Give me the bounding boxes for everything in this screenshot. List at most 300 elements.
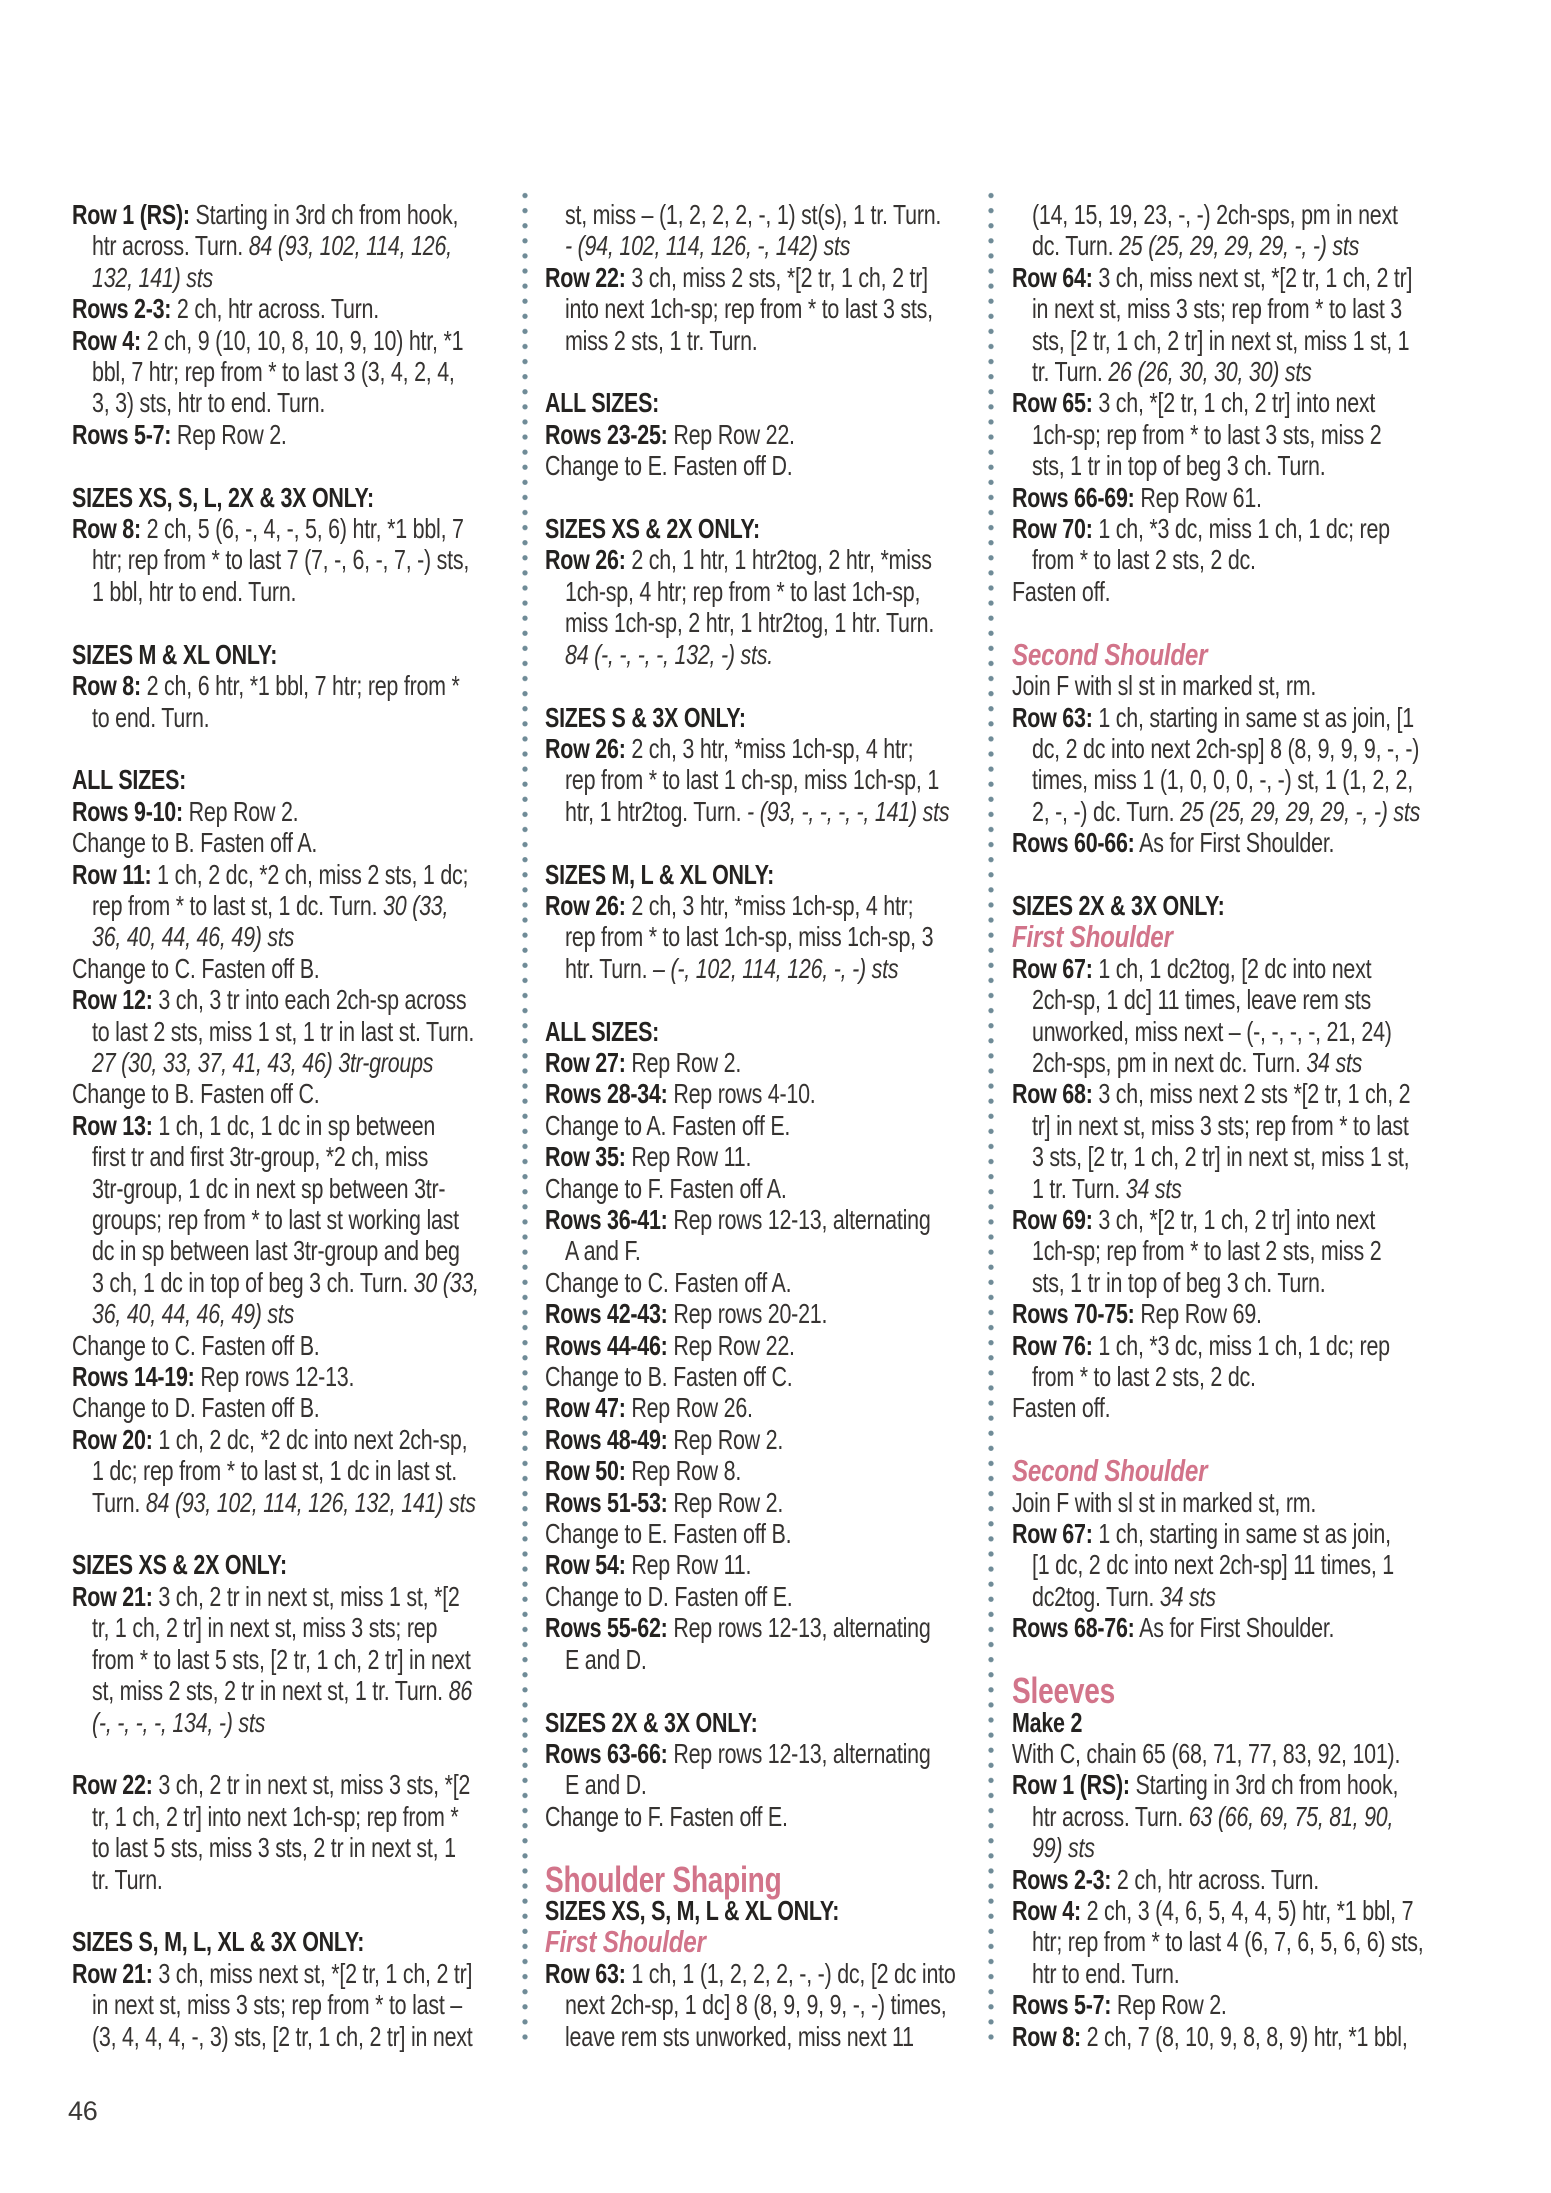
text-run: Rows 66-69: [1012, 481, 1135, 513]
pattern-text-line [72, 1958, 544, 1989]
pattern-text-line [1012, 1612, 1484, 1643]
pattern-text-line [1012, 513, 1484, 544]
text-content [1012, 1895, 1413, 1926]
text-content [92, 1204, 459, 1235]
pattern-text-line [72, 827, 544, 858]
text-run: (-, -, -, -, 134, -) sts [92, 1706, 266, 1738]
text-run: Rep rows 12-13, alternating [667, 1612, 931, 1644]
text-run: Rows 68-76: [1012, 1612, 1135, 1644]
text-run: Rep rows 12-13, alternating [667, 1204, 931, 1235]
text-run: Second Shoulder [1012, 1453, 1208, 1489]
text-content [565, 576, 920, 607]
text-content [545, 1549, 751, 1580]
text-content [72, 827, 317, 858]
text-content [545, 1392, 753, 1423]
text-run: Row 69: [1012, 1204, 1093, 1235]
pattern-text-line [72, 1047, 544, 1078]
text-content [1032, 450, 1325, 481]
text-run: sts, 1 tr in top of beg 3 ch. Turn. [1032, 450, 1326, 482]
pattern-text-line [1012, 953, 1484, 984]
text-run: from * to last 5 sts, [2 tr, 1 ch, 2 tr] in next [92, 1643, 471, 1675]
text-content [72, 984, 466, 1015]
pattern-text-line [545, 1298, 1017, 1329]
size-heading [545, 859, 1017, 890]
pattern-text-line [545, 1989, 1017, 2020]
text-content [92, 1864, 163, 1895]
text-run: 36, 40, 44, 46, 49) sts [92, 921, 295, 953]
pattern-text-line [545, 1078, 1017, 1109]
text-content [72, 1549, 287, 1580]
pattern-text-line [72, 262, 544, 293]
text-run: 26 (26, 30, 30, 30) sts [1108, 356, 1312, 388]
size-heading [72, 1549, 544, 1580]
text-run: 1 ch, 1 dc2tog, [2 dc into next [1092, 952, 1372, 984]
pattern-text-line [1012, 1267, 1484, 1298]
text-run: 1 ch, 2 dc, *2 dc into next 2ch-sp, [152, 1423, 468, 1455]
text-run: SIZES 2X & 3X ONLY: [545, 1706, 758, 1738]
text-run: sts, 1 tr in top of beg 3 ch. Turn. [1032, 1266, 1326, 1298]
text-run: 1 dc; rep from * to last st, 1 dc in last st. [92, 1455, 458, 1487]
text-content [72, 639, 277, 670]
pattern-text-line [545, 1330, 1017, 1361]
pattern-text-line [1012, 1047, 1484, 1078]
size-heading [545, 1895, 1017, 1926]
text-run: 2 ch, htr across. Turn. [171, 293, 379, 325]
text-run: Rows 5-7: [72, 418, 172, 450]
text-run: 2ch-sps, pm in next dc. Turn. [1032, 1046, 1307, 1078]
text-run: leave rem sts unworked, miss next 11 [565, 2020, 914, 2052]
text-content [72, 764, 186, 795]
text-content [1012, 1707, 1082, 1738]
text-content [1032, 1926, 1423, 1957]
pattern-text-line [72, 513, 544, 544]
pattern-text-line [1012, 1895, 1484, 1926]
text-content [1012, 1392, 1110, 1423]
pattern-text-line [545, 890, 1017, 921]
text-run: miss 1ch-sp, 2 htr, 1 htr2tog, 1 htr. Turn. [565, 607, 935, 639]
page-number: 46 [68, 2096, 98, 2126]
text-content [92, 1675, 472, 1706]
text-run: Row 13: [72, 1109, 153, 1141]
bold-text-line [1012, 1707, 1484, 1738]
pattern-text-line [1012, 325, 1484, 356]
pattern-text-line [545, 1141, 1017, 1172]
pattern-text-line [1012, 1298, 1484, 1329]
text-run: Rows 42-43: [545, 1298, 668, 1330]
text-run: 84 (-, -, -, -, 132, -) sts. [565, 638, 773, 670]
text-run: Change to F. Fasten off E. [545, 1800, 788, 1832]
text-run: 1 ch, 2 dc, *2 ch, miss 2 sts, 1 dc; [151, 858, 469, 890]
pattern-text-line [1012, 1989, 1484, 2020]
pattern-text-line [1012, 1518, 1484, 1549]
text-run: htr; rep from * to last 7 (7, -, 6, -, 7, -) sts, [92, 544, 470, 576]
text-content [1012, 1298, 1262, 1329]
text-content [72, 1110, 435, 1141]
text-run: 2 ch, 6 htr, *1 bbl, 7 htr; rep from * [140, 670, 460, 702]
text-content [1012, 1738, 1400, 1769]
pattern-text-line [545, 1769, 1017, 1800]
text-content [92, 1047, 433, 1078]
pattern-text-line [72, 1235, 544, 1266]
text-run: Change to C. Fasten off B. [72, 1329, 320, 1361]
text-content [565, 2021, 914, 2052]
text-content [545, 1455, 741, 1486]
text-run: ALL SIZES: [72, 764, 187, 796]
text-run: SIZES S, M, L, XL & 3X ONLY: [72, 1926, 365, 1958]
text-content [72, 953, 320, 984]
text-run: Row 26: [545, 544, 626, 576]
pattern-text-line [545, 796, 1017, 827]
text-content [1032, 1361, 1256, 1392]
text-content [545, 890, 913, 921]
pattern-text-line [72, 1864, 544, 1895]
pattern-text-line [1012, 1487, 1484, 1518]
line-spacer [545, 482, 1017, 513]
text-run: Row 27: [545, 1046, 626, 1078]
text-run: rep from * to last st, 1 dc. Turn. [92, 889, 384, 921]
text-content [1012, 1078, 1410, 1109]
text-run: As for First Shoulder. [1134, 1612, 1335, 1644]
text-run: Row 8: [72, 670, 141, 702]
text-content [1032, 230, 1359, 261]
subsection-heading [1012, 636, 1484, 672]
text-run: Rep Row 8. [625, 1455, 742, 1487]
pattern-text-line [72, 1612, 544, 1643]
pattern-text-line [545, 764, 1017, 795]
pattern-text-line [1012, 262, 1484, 293]
text-content [545, 1612, 931, 1643]
text-content [1032, 1173, 1182, 1204]
line-spacer [1012, 1424, 1484, 1455]
text-run: Row 67: [1012, 1518, 1093, 1550]
text-content [545, 544, 932, 575]
text-run: Row 26: [545, 732, 626, 764]
pattern-text-line [72, 1267, 544, 1298]
text-run: 2 ch, 3 htr, *miss 1ch-sp, 4 htr; [625, 889, 914, 921]
pattern-text-line [545, 1801, 1017, 1832]
text-content [1032, 1141, 1409, 1172]
pattern-text-line [72, 576, 544, 607]
text-run: Join F with sl st in marked st, rm. [1012, 1486, 1317, 1518]
text-content [92, 1455, 457, 1486]
text-run: (3, 4, 4, 4, -, 3) sts, [2 tr, 1 ch, 2 tr] in next [92, 2020, 473, 2052]
text-content [1012, 262, 1412, 293]
text-run: 3 ch, 3 tr into each 2ch-sp across [152, 984, 467, 1016]
text-content [72, 513, 464, 544]
line-spacer [1012, 607, 1484, 638]
pattern-column-3 [1012, 199, 1484, 2052]
pattern-text-line [545, 230, 1017, 261]
pattern-text-line [72, 1361, 544, 1392]
text-content [1012, 576, 1110, 607]
text-content [92, 1644, 471, 1675]
pattern-text-line [1012, 702, 1484, 733]
text-run: Rows 51-53: [545, 1486, 668, 1518]
text-run: Rep Row 2. [667, 1486, 784, 1518]
text-run: First Shoulder [1012, 919, 1173, 955]
text-content [1012, 1453, 1208, 1489]
text-content [545, 1361, 793, 1392]
text-content [545, 733, 913, 764]
pattern-text-line [545, 1487, 1017, 1518]
text-run: from * to last 2 sts, 2 dc. [1032, 1361, 1256, 1393]
text-content [545, 1110, 790, 1141]
text-content [1032, 984, 1371, 1015]
text-run: Rows 23-25: [545, 418, 668, 450]
pattern-text-line [1012, 230, 1484, 261]
text-content [1012, 513, 1390, 544]
pattern-text-line [545, 953, 1017, 984]
text-run: first tr and first 3tr-group, *2 ch, miss [92, 1141, 429, 1173]
text-run: 2ch-sp, 1 dc] 11 times, leave rem sts [1032, 984, 1372, 1016]
text-content [1032, 1016, 1392, 1047]
pattern-text-line [72, 1141, 544, 1172]
text-content [92, 544, 469, 575]
text-run: 3 ch, 2 tr in next st, miss 3 sts, *[2 [152, 1769, 471, 1801]
pattern-text-line [1012, 293, 1484, 324]
text-run: Row 21: [72, 1957, 153, 1989]
pattern-text-line [1012, 984, 1484, 1015]
text-content [72, 1424, 467, 1455]
text-run: Join F with sl st in marked st, rm. [1012, 670, 1317, 702]
pattern-text-line [1012, 1801, 1484, 1832]
text-run: 2 ch, 3 htr, *miss 1ch-sp, 4 htr; [625, 732, 914, 764]
pattern-text-line [1012, 733, 1484, 764]
pattern-text-line [545, 1549, 1017, 1580]
text-run: 1 tr. Turn. [1032, 1172, 1126, 1204]
text-run: Rep rows 20-21. [667, 1298, 828, 1330]
pattern-text-line [545, 2021, 1017, 2052]
text-run: Row 11: [72, 858, 152, 890]
text-run: 3 ch, miss next st, *[2 tr, 1 ch, 2 tr] [1092, 261, 1413, 293]
text-content [92, 1267, 479, 1298]
text-run: 2 ch, 5 (6, -, 4, -, 5, 6) htr, *1 bbl, 7 [140, 513, 464, 545]
text-content [72, 859, 468, 890]
text-run: Row 8: [72, 513, 141, 545]
size-heading [72, 764, 544, 795]
text-content [1012, 1330, 1390, 1361]
text-content [92, 1235, 460, 1266]
text-run: [1 dc, 2 dc into next 2ch-sp] 11 times, 1 [1032, 1549, 1395, 1581]
pattern-text-line [72, 325, 544, 356]
text-content [1032, 1235, 1381, 1266]
text-content [545, 419, 795, 450]
pattern-text-line [72, 1455, 544, 1486]
text-content [92, 262, 213, 293]
pattern-text-line [72, 1675, 544, 1706]
text-run: Rows 44-46: [545, 1329, 668, 1361]
text-run: Change to C. Fasten off A. [545, 1266, 792, 1298]
pattern-text-line [545, 1612, 1017, 1643]
text-run: 3, 3) sts, htr to end. Turn. [92, 387, 326, 419]
text-run: next 2ch-sp, 1 dc] 8 (8, 9, 9, 9, -, -) times, [565, 1989, 947, 2021]
pattern-text-line [545, 1361, 1017, 1392]
text-run: Rep Row 22. [667, 418, 795, 450]
text-content [565, 607, 934, 638]
text-run: 3 ch, *[2 tr, 1 ch, 2 tr] into next [1092, 387, 1376, 419]
text-run: htr across. Turn. [92, 230, 249, 262]
text-run: ALL SIZES: [545, 1015, 660, 1047]
text-run: 1ch-sp, 4 htr; rep from * to last 1ch-sp, [565, 575, 921, 607]
text-content [545, 1581, 793, 1612]
text-content [1012, 919, 1173, 955]
text-content [565, 764, 939, 795]
pattern-text-line [1012, 670, 1484, 701]
pattern-text-line [1012, 764, 1484, 795]
text-run: Row 1 (RS): [72, 199, 190, 230]
text-content [72, 1581, 460, 1612]
pattern-text-line [545, 1738, 1017, 1769]
pattern-text-line [545, 1644, 1017, 1675]
text-content [1012, 482, 1262, 513]
text-content [545, 1016, 659, 1047]
text-content [545, 1047, 741, 1078]
text-run: Row 47: [545, 1392, 626, 1424]
text-run: 1 ch, 1 (1, 2, 2, 2, -, -) dc, [2 dc into [625, 1957, 956, 1989]
size-heading [72, 1926, 544, 1957]
text-run: dc2tog. Turn. [1032, 1580, 1160, 1612]
text-run: rep from * to last 1 ch-sp, miss 1ch-sp, 1 [565, 764, 940, 796]
text-content [72, 1769, 470, 1800]
pattern-text-line [72, 796, 544, 827]
pattern-text-line [1012, 356, 1484, 387]
pattern-text-line [72, 1330, 544, 1361]
text-content [1012, 827, 1334, 858]
text-content [1012, 1204, 1375, 1235]
text-run: rep from * to last 1ch-sp, miss 1ch-sp, 3 [565, 921, 934, 953]
text-run: Rep Row 2. [171, 418, 287, 450]
text-content [565, 796, 949, 827]
text-run: 34 sts [1125, 1172, 1182, 1204]
text-run: 1ch-sp; rep from * to last 3 sts, miss 2 [1032, 418, 1382, 450]
size-heading [72, 482, 544, 513]
line-spacer [545, 356, 1017, 387]
text-run: Turn. [92, 1486, 146, 1518]
text-run: Rep Row 2. [625, 1046, 742, 1078]
text-run: SIZES XS & 2X ONLY: [72, 1549, 287, 1581]
text-run: Rows 28-34: [545, 1078, 668, 1110]
text-run: Rows 63-66: [545, 1737, 668, 1769]
pattern-text-line [72, 921, 544, 952]
text-content [565, 1989, 946, 2020]
text-run: dc. Turn. [1032, 230, 1120, 262]
text-run: from * to last 2 sts, 2 dc. [1032, 544, 1256, 576]
pattern-text-line [545, 419, 1017, 450]
pattern-text-line [72, 230, 544, 261]
pattern-text-line [72, 1016, 544, 1047]
text-run: st, miss – (1, 2, 2, 2, -, 1) st(s), 1 tr. Turn. [565, 199, 942, 230]
text-content [92, 387, 325, 418]
text-run: 3tr-group, 1 dc in next sp between 3tr- [92, 1172, 446, 1204]
text-content [1012, 1612, 1334, 1643]
text-run: Row 35: [545, 1141, 626, 1173]
text-run: 1 ch, starting in same st as join, [1092, 1518, 1391, 1550]
text-run: 30 (33, [413, 1266, 479, 1298]
pattern-text-line [545, 262, 1017, 293]
text-run: Change to C. Fasten off B. [72, 952, 320, 984]
text-content [92, 230, 452, 261]
text-run: 1 ch, *3 dc, miss 1 ch, 1 dc; rep [1092, 1329, 1390, 1361]
text-run: Change to B. Fasten off C. [72, 1078, 320, 1110]
pattern-text-line [545, 199, 1017, 230]
text-run: Rep Row 26. [625, 1392, 753, 1424]
pattern-text-line [72, 2021, 544, 2052]
text-run: to last 5 sts, miss 3 sts, 2 tr in next st, 1 [92, 1832, 456, 1864]
subsection-heading [545, 1924, 1017, 1960]
text-content [1012, 702, 1414, 733]
text-run: htr across. Turn. [1032, 1800, 1189, 1832]
line-spacer [545, 984, 1017, 1015]
text-content [545, 1267, 791, 1298]
pattern-text-line [545, 1110, 1017, 1141]
text-run: Rep Row 11. [625, 1549, 752, 1581]
pattern-text-line [72, 1989, 544, 2020]
text-content [92, 1989, 462, 2020]
text-run: 1 ch, 1 dc, 1 dc in sp between [152, 1109, 436, 1141]
text-run: 2 ch, 1 htr, 1 htr2tog, 2 htr, *miss [625, 544, 932, 576]
text-content [545, 702, 746, 733]
text-run: Change to E. Fasten off B. [545, 1518, 792, 1550]
text-run: miss 2 sts, 1 tr. Turn. [565, 324, 758, 356]
pattern-text-line [545, 1518, 1017, 1549]
text-content [1012, 1769, 1398, 1800]
pattern-text-line [1012, 2021, 1484, 2052]
text-run: Rows 9-10: [72, 795, 183, 827]
text-run: Rows 60-66: [1012, 827, 1135, 859]
text-content [72, 419, 287, 450]
text-run: Row 63: [1012, 701, 1093, 733]
pattern-text-line [545, 293, 1017, 324]
pattern-text-line [72, 1110, 544, 1141]
text-content [565, 1235, 641, 1266]
text-run: in next st, miss 3 sts; rep from * to last – [92, 1989, 462, 2021]
pattern-text-line [545, 1235, 1017, 1266]
pattern-text-line [545, 733, 1017, 764]
text-content [92, 576, 296, 607]
pattern-text-line [1012, 1361, 1484, 1392]
pattern-text-line [1012, 1392, 1484, 1423]
text-content [545, 1518, 791, 1549]
pattern-text-line [72, 1644, 544, 1675]
text-run: Fasten off. [1012, 1392, 1111, 1424]
size-heading [1012, 890, 1484, 921]
text-run: Row 54: [545, 1549, 626, 1581]
text-content [92, 1487, 476, 1518]
text-run: Row 26: [545, 889, 626, 921]
text-content [565, 230, 850, 261]
text-run: Rep Row 11. [625, 1141, 752, 1173]
pattern-text-line [72, 1078, 544, 1109]
text-run: Rep Row 69. [1134, 1298, 1262, 1330]
text-run: Row 67: [1012, 952, 1093, 984]
text-run: Change to B. Fasten off C. [545, 1361, 793, 1393]
text-run: Rep Row 61. [1134, 481, 1262, 513]
text-run: SIZES M & XL ONLY: [72, 638, 278, 670]
line-spacer [545, 670, 1017, 701]
pattern-text-line [72, 1832, 544, 1863]
text-run: Rep Row 2. [667, 1423, 784, 1455]
text-run: htr, 1 htr2tog. Turn. [565, 795, 748, 827]
pattern-text-line [1012, 1016, 1484, 1047]
text-content [1012, 1864, 1319, 1895]
text-content [92, 1298, 294, 1329]
size-heading [545, 513, 1017, 544]
text-content [1012, 636, 1208, 672]
text-content [72, 482, 374, 513]
text-run: Change to D. Fasten off E. [545, 1580, 793, 1612]
text-content [1012, 1989, 1227, 2020]
pattern-text-line [545, 1204, 1017, 1235]
